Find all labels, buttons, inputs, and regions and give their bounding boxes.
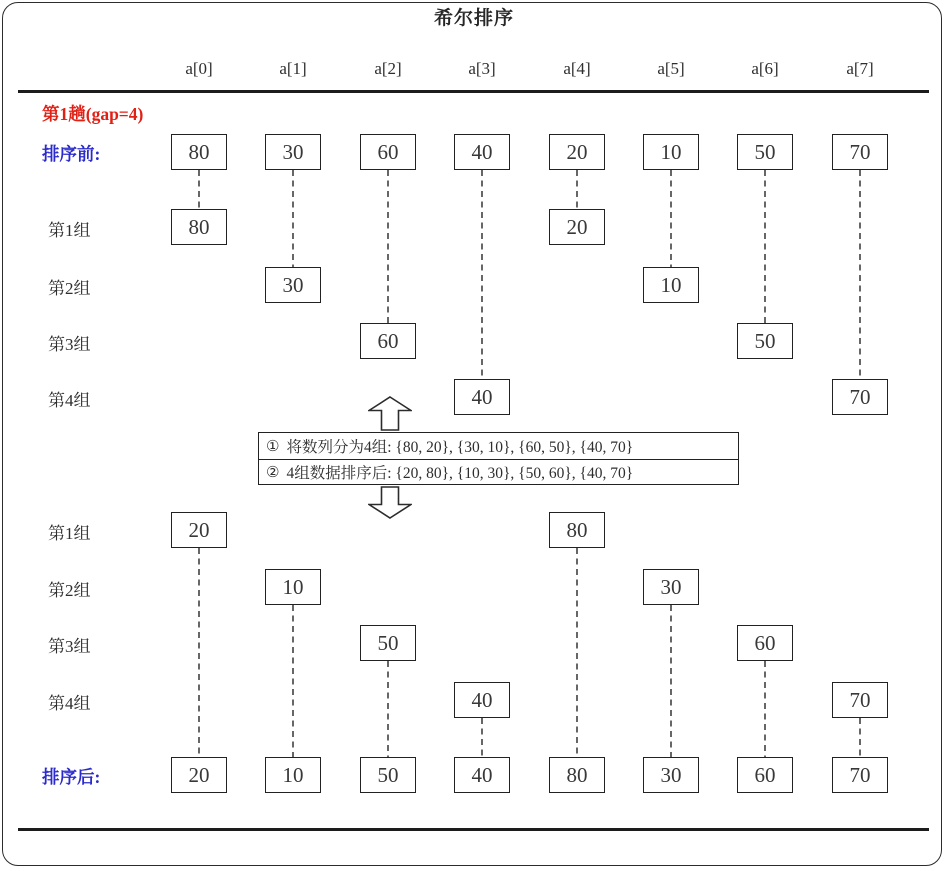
circled-2-icon: ② [266, 463, 280, 481]
bottom-group-cell: 50 [360, 625, 416, 661]
column-header-a1: a[1] [279, 59, 307, 78]
top-group-cell: 80 [171, 209, 227, 245]
arrow-down-icon [368, 486, 412, 519]
bottom-group2-label: 第2组 [48, 581, 91, 600]
top-group-cell: 40 [454, 379, 510, 415]
top-group-cell: 20 [549, 209, 605, 245]
top-group3-label: 第3组 [48, 335, 91, 354]
top-group2-label: 第2组 [48, 279, 91, 298]
bottom-group-cell: 30 [643, 569, 699, 605]
annotation-box [258, 432, 739, 485]
top-group-cell: 30 [265, 267, 321, 303]
before-cell: 30 [265, 134, 321, 170]
before-cell: 60 [360, 134, 416, 170]
top-group-cell: 50 [737, 323, 793, 359]
before-cell: 40 [454, 134, 510, 170]
after-cell: 20 [171, 757, 227, 793]
before-cell: 10 [643, 134, 699, 170]
annotation-line-1-text: 将数列分为4组: {80, 20}, {30, 10}, {60, 50}, {40, 70} [286, 438, 634, 456]
diagram-title: 希尔排序 [433, 8, 515, 29]
arrow-up-icon [368, 396, 412, 431]
after-cell: 60 [737, 757, 793, 793]
bottom-group-cell: 40 [454, 682, 510, 718]
column-header-a7: a[7] [846, 59, 874, 78]
annotation-line-2-text: 4组数据排序后: {20, 80}, {10, 30}, {50, 60}, {40, 70} [286, 465, 634, 482]
column-header-a6: a[6] [751, 59, 779, 78]
bottom-group-cell: 10 [265, 569, 321, 605]
bottom-group-cell: 20 [171, 512, 227, 548]
after-cell: 40 [454, 757, 510, 793]
bottom-group4-label: 第4组 [48, 694, 91, 713]
top-group4-label: 第4组 [48, 391, 91, 410]
bottom-group-cell: 70 [832, 682, 888, 718]
after-cell: 80 [549, 757, 605, 793]
top-group-cell: 10 [643, 267, 699, 303]
before-cell: 80 [171, 134, 227, 170]
column-header-a5: a[5] [657, 59, 685, 78]
after-row-label: 排序后: [42, 767, 101, 787]
annotation-line-1 [259, 433, 738, 460]
bottom-group3-label: 第3组 [48, 637, 91, 656]
bottom-group-cell: 60 [737, 625, 793, 661]
after-cell: 10 [265, 757, 321, 793]
top-group1-label: 第1组 [48, 221, 91, 240]
annotation-line-2 [259, 460, 738, 485]
before-row-label: 排序前: [42, 144, 101, 164]
before-cell: 50 [737, 134, 793, 170]
top-group-cell: 60 [360, 323, 416, 359]
after-cell: 50 [360, 757, 416, 793]
column-header-a0: a[0] [185, 59, 213, 78]
column-header-a4: a[4] [563, 59, 591, 78]
before-cell: 20 [549, 134, 605, 170]
after-cell: 70 [832, 757, 888, 793]
column-header-a2: a[2] [374, 59, 402, 78]
pass-label: 第1趟(gap=4) [42, 104, 144, 124]
circled-1-icon: ① [266, 436, 280, 455]
after-cell: 30 [643, 757, 699, 793]
column-header-a3: a[3] [468, 59, 496, 78]
bottom-group1-label: 第1组 [48, 524, 91, 543]
bottom-group-cell: 80 [549, 512, 605, 548]
before-cell: 70 [832, 134, 888, 170]
top-group-cell: 70 [832, 379, 888, 415]
